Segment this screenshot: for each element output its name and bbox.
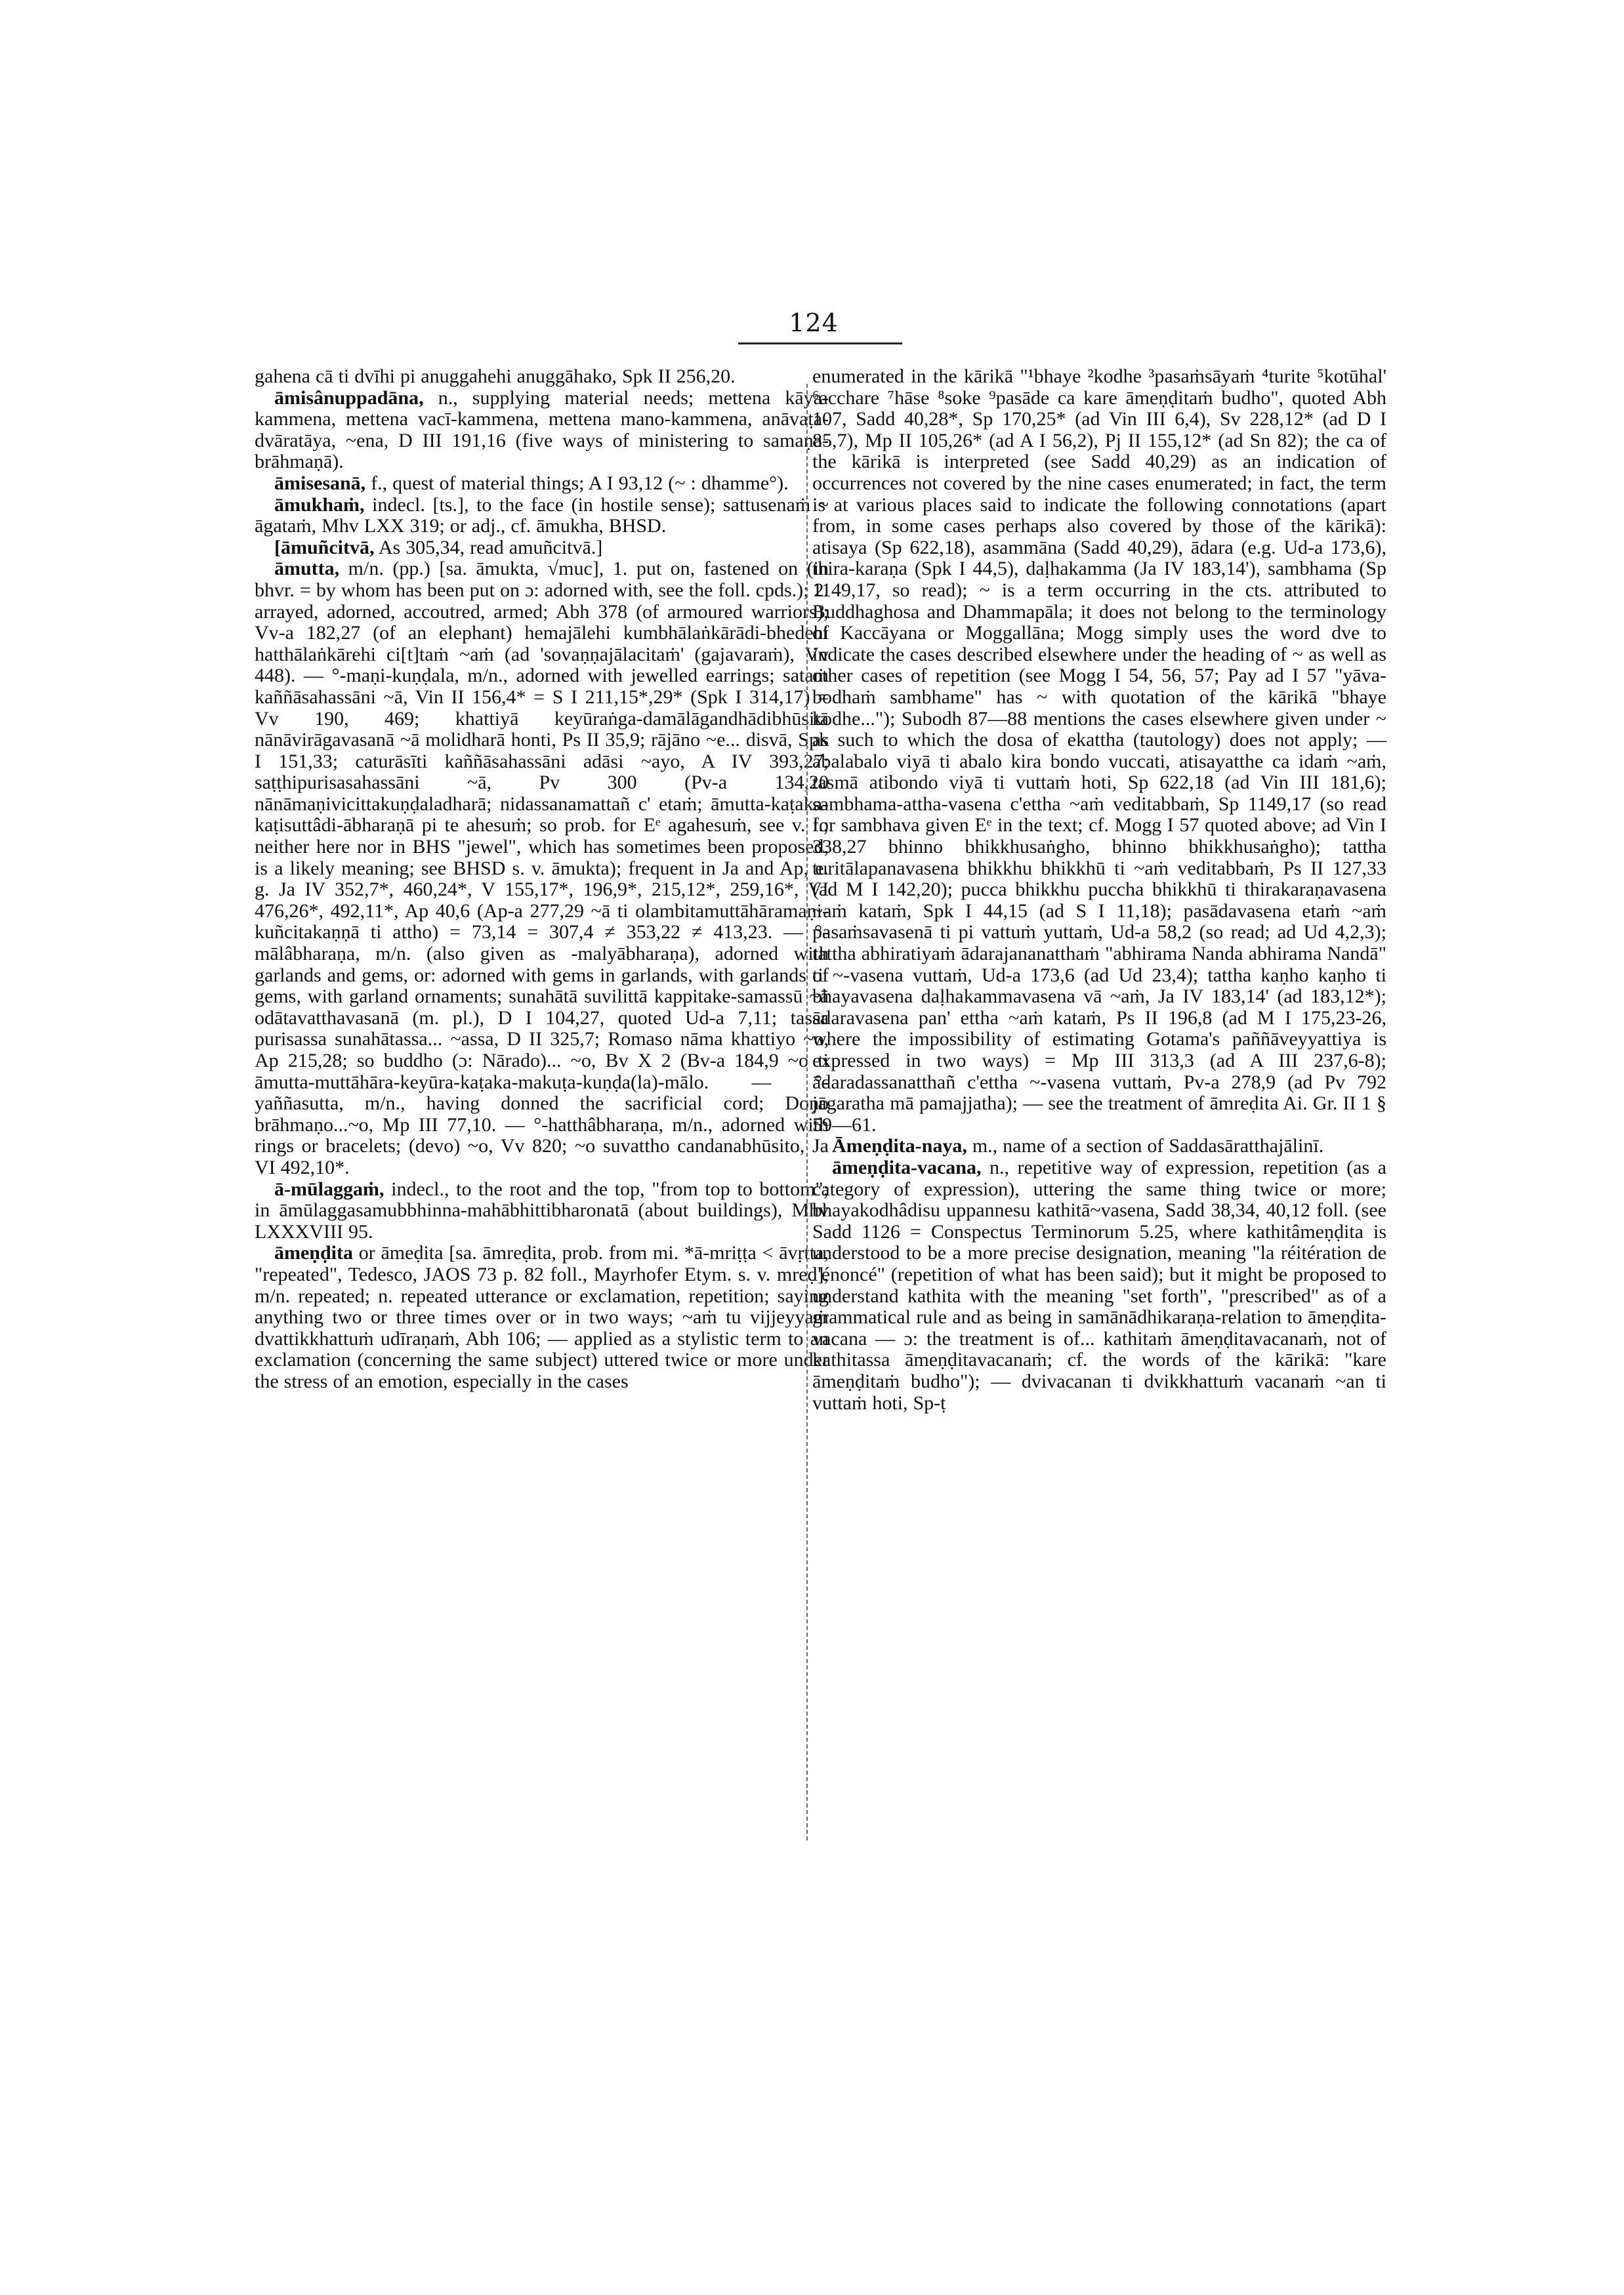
- entry-headword: ā-mūlaggaṁ,: [274, 1178, 385, 1200]
- dictionary-entry: [255, 537, 829, 559]
- entry-text: indecl., to the root and the top, "from top to bottom"; in āmūlaggasamubbhinna-mahābhittibharonatā (about buildings), Mhv LXXXVIII 95.: [255, 1178, 829, 1243]
- entry-text: n., repetitive way of expression, repetition (as a category of expression), uttering the same thing twice or more; bhayakodhâdisu uppannesu kathitā~vasena, Sadd 38,34, 40,12 foll. (see Sadd 1126 = Conspectus Terminorum 5.25, where kathitâmeṇḍita is understood to be a more precise designation, meaning "la réitération de l'énoncé" (repetition of what has been said); but it might be proposed to understand kathita with the meaning "set forth", "prescribed" as of a grammatical rule and as being in samānādhikaraṇa-relation to āmeṇḍita-vacana — ɔ: the treatment is of... kathitaṁ āmeṇḍitavacanaṁ, not of kathitassa āmeṇḍitavacanaṁ; cf. the words of the kārikā: "kare āmeṇḍitaṁ budho"); — dvivacanan ti dvikkhattuṁ vacanaṁ ~an ti vuttaṁ hoti, Sp-ṭ: [812, 1156, 1386, 1414]
- entry-headword: āmisânuppadāna,: [274, 386, 424, 409]
- entry-headword: Āmeṇḍita-naya,: [832, 1135, 967, 1157]
- column-divider: [806, 384, 808, 1840]
- entry-text: indecl. [ts.], to the face (in hostile sense); sattusenaṁ ~ āgataṁ, Mhv LXX 319; or adj., cf. āmukha, BHSD.: [255, 493, 829, 537]
- right-column: [812, 366, 1386, 1414]
- entry-text: As 305,34, read amuñcitvā.]: [374, 536, 603, 558]
- dictionary-entry: [812, 1157, 1386, 1414]
- dictionary-entry: [255, 558, 829, 1178]
- dictionary-entry: [255, 1179, 829, 1243]
- dictionary-entry: [255, 473, 829, 495]
- entry-text: m., name of a section of Saddasāratthajālinī.: [967, 1135, 1324, 1157]
- page-number-rule: [738, 342, 902, 344]
- dictionary-entry: [255, 388, 829, 473]
- entry-continuation: [812, 366, 1386, 1136]
- entry-headword: āmisesanā,: [274, 472, 366, 494]
- entry-text: gahena cā ti dvīhi pi anuggahehi anuggāhako, Spk II 256,20.: [255, 365, 736, 387]
- entry-text: enumerated in the kārikā "¹bhaye ²kodhe ³pasaṁsāyaṁ ⁴turite ⁵kotūhal' ⁶acchare ⁷hāse ⁸soke ⁹pasāde ca kare āmeṇḍitaṁ budho", quoted Abh 107, Sadd 40,28*, Sp 170,25* (ad Vin III 6,4), Sv 228,12* (ad D I 85,7), Mp II 105,26* (ad A I 56,2), Pj II 155,12* (ad Sn 82); the ca of the kārikā is interpreted (see Sadd 40,29) as an indication of occurrences not covered by the nine cases enumerated; in fact, the term is at various places said to indicate the following connotations (apart from, in some cases perhaps also covered by those of the kārikā): atisaya (Sp 622,18), asammāna (Sadd 40,29), ādara (e.g. Ud-a 173,6), thira-karaṇa (Spk I 44,5), daḷhakamma (Ja IV 183,14'), sambhama (Sp 1149,17, so read); ~ is a term occurring in the cts. attributed to Buddhaghosa and Dhammapāla; it does not belong to the terminology of Kaccāyana or Moggallāna; Mogg simply uses the word dve to indicate the cases described elsewhere under the heading of ~ as well as other cases of repetition (see Mogg I 54, 56, 57; Pay ad I 57 "yāva-bodhaṁ sambhame" has ~ with quotation of the kārikā "bhaye kodhe..."); Subodh 87—88 mentions the cases elsewhere given under ~ as such to which the dosa of ekattha (tautology) does not apply; — abalabalo viyā ti abalo kira bondo vuccati, atisayatthe ca idaṁ ~aṁ, tasmā atibondo viyā ti vuttaṁ hoti, Sp 622,18 (ad Vin III 181,6); sambhama-attha-vasena c'ettha ~aṁ veditabbaṁ, Sp 1149,17 (so read for sambhava given Eᵉ in the text; cf. Mogg I 57 quoted above; ad Vin I 338,27 bhinno bhikkhusaṅgho, bhinno bhikkhusaṅgho); tattha turitālapanavasena bhikkhu bhikkhū ti ~aṁ veditabbaṁ, Ps II 127,33 (ad M I 142,20); pucca bhikkhu puccha bhikkhū ti thirakaraṇavasena ~aṁ kataṁ, Spk I 44,15 (ad S I 11,18); pasādavasena etaṁ ~aṁ pasaṁsavasenā ti pi vattuṁ yuttaṁ, Ud-a 58,2 (so read; ad Ud 4,2,3); tattha abhiratiyaṁ ādarajananatthaṁ "abhirama Nanda abhirama Nandā" ti ~-vasena vuttaṁ, Ud-a 173,6 (ad Ud 23,4); tattha kaṇho kaṇho ti bhayavasena daḷhakammavasena vā ~aṁ, Ja IV 183,14' (ad 183,12*); ādaravasena pan' ettha ~aṁ kataṁ, Ps II 196,8 (ad M I 175,23-26, where the impossibility of estimating Gotama's paññāveyyattiya is expressed in two ways) = Mp III 313,3 (ad A III 237,6-8); ādaradassanatthañ c'ettha ~-vasena vuttaṁ, Pv-a 278,9 (ad Pv 792 jāgaratha mā pamajjatha); — see the treatment of āmreḍita Ai. Gr. II 1 § 59—61.: [812, 365, 1386, 1136]
- dictionary-entry: [255, 495, 829, 537]
- entry-text: m/n. (pp.) [sa. āmukta, √muc], 1. put on, fastened on (in bhvr. = by whom has been put on ɔ: adorned with, see the foll. cpds.); 2. arrayed, adorned, accoutred, armed; Abh 378 (of armoured warriors); Vv-a 182,27 (of an elephant) hemajālehi kumbhālaṅkārādi-bhedehi hatthālaṅkārehi ci[t]taṁ ~aṁ (ad 'sovaṇṇajālacitaṁ' (gajavaraṁ), Vv 448). — °-maṇi-kuṇḍala, m/n., adorned with jewelled earrings; sataṁ kaññāsahassāni ~ā, Vin II 156,4* = S I 211,15*,29* (Spk I 314,17) = Vv 190, 469; khattiyā keyūraṅga-damālāgandhādibhūsitā nānāvirāgavasanā ~ā molidharā honti, Ps II 35,9; rājāno ~e... disvā, Spk I 151,33; caturāsīti kaññāsahassāni adāsi ~ayo, A IV 393,27; saṭṭhipurisasahassāni ~ā, Pv 300 (Pv-a 134,20 nānāmaṇivicittakuṇḍaladharā; nidassanamattañ c' etaṁ; āmutta-kaṭaka-kaṭisuttâdi-ābharaṇā pi te ahesuṁ; so prob. for Eᵉ agahesuṁ, see v. l.; neither here nor in BHS "jewel", which has sometimes been proposed, is a likely meaning; see BHSD s. v. āmukta); frequent in Ja and Ap, e. g. Ja IV 352,7*, 460,24*, V 155,17*, 196,9*, 215,12*, 259,16*, VI 476,26*, 492,11*, Ap 40,6 (Ap-a 277,29 ~ā ti olambitamuttāhāramaṇi-kuñcitakaṇṇā ti attho) = 73,14 = 307,4 ≠ 353,22 ≠ 413,23. — °-mālâbharaṇa, m/n. (also given as -malyābharaṇa), adorned with garlands and gems, or: adorned with gems in garlands, with garlands of gems, with garland ornaments; sunahātā suvilittā kappitake-samassū ~ā odātavatthavasanā (m. pl.), D I 104,27, quoted Ud-a 7,11; tassa purisassa sunahātassa... ~assa, D II 325,7; Romaso nāma khattiyo ~o, Ap 215,28; so buddho (ɔ: Nārado)... ~o, Bv X 2 (Bv-a 184,9 ~o ti āmutta-muttāhāra-keyūra-kaṭaka-makuṭa-kuṇḍa(la)-mālo. — °-yaññasutta, m/n., having donned the sacrificial cord; Doṇo brāhmaṇo...~o, Mp III 77,10. — °-hatthâbharaṇa, m/n., adorned with rings or bracelets; (devo) ~o, Vv 820; ~o suvattho candanabhūsito, Ja VI 492,10*.: [255, 558, 829, 1178]
- entry-headword: āmeṇḍita-vacana,: [832, 1156, 982, 1178]
- entry-headword: [āmuñcitvā,: [274, 536, 375, 558]
- left-column: [255, 366, 829, 1393]
- entry-headword: āmutta,: [274, 558, 340, 580]
- page-number: 124: [789, 308, 839, 337]
- entry-text: n., supplying material needs; mettena kāya-kammena, mettena vacī-kammena, mettena mano-kammena, anāvaṭa-dvāratāya, ~ena, D III 191,16 (five ways of ministering to samaṇa-brāhmaṇā).: [255, 386, 829, 473]
- entry-headword: āmeṇḍita: [274, 1242, 353, 1264]
- dictionary-entry: [255, 1243, 829, 1392]
- dictionary-entry: [812, 1136, 1386, 1157]
- entry-text: or āmeḍita [sa. āmreḍita, prob. from mi. *ā-mriṭṭa < āvṛtta, "repeated", Tedesco, JAOS 73 p. 82 foll., Mayrhofer Etym. s. v. mreḍ], m/n. repeated; n. repeated utterance or exclamation, repetition; saying anything two or three times over or in two ways; ~aṁ tu vijjeyyaṁ dvattikkhattuṁ udīraṇaṁ, Abh 106; — applied as a stylistic term to an exclamation (concerning the same subject) uttered twice or more under the stress of an emotion, especially in the cases: [255, 1242, 829, 1392]
- entry-text: f., quest of material things; A I 93,12 (~ : dhamme°).: [365, 472, 789, 494]
- entry-headword: āmukhaṁ,: [274, 493, 365, 516]
- entry-continuation: [255, 366, 829, 388]
